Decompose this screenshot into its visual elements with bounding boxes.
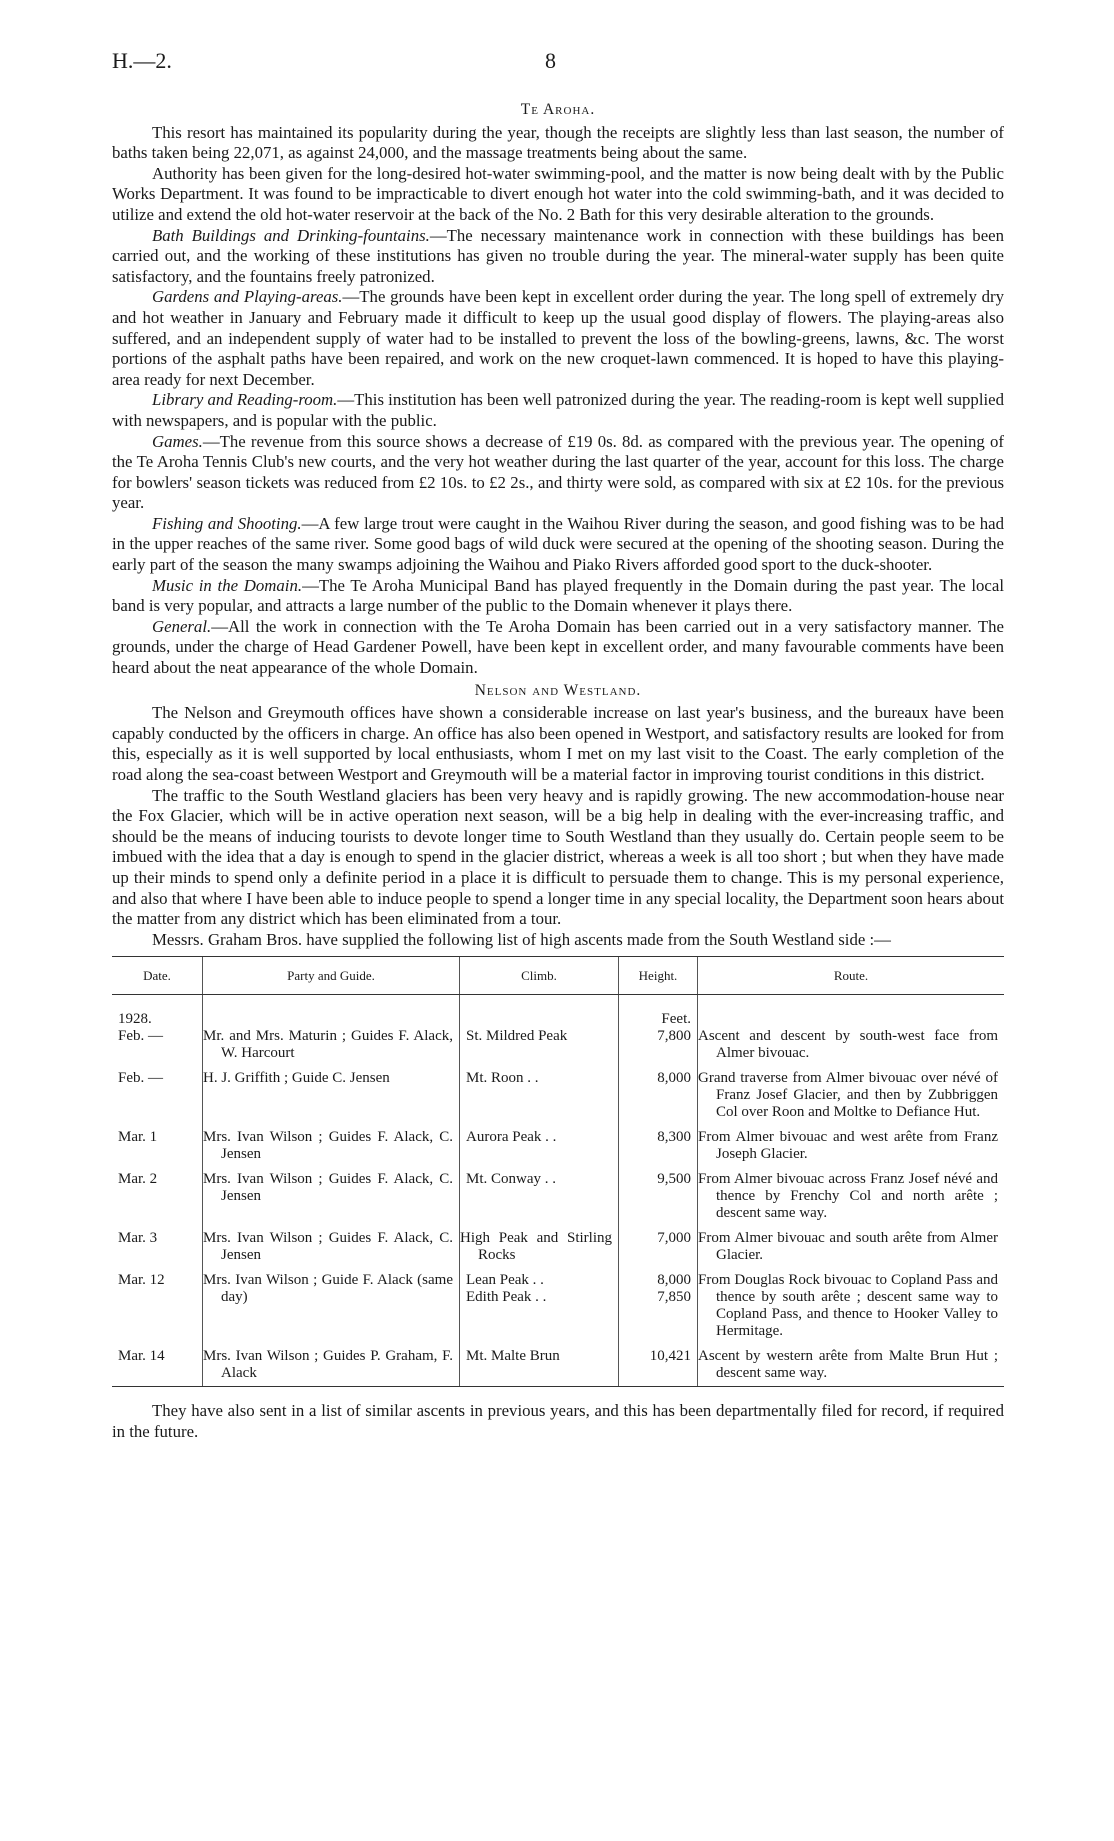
paragraph-fishing: [112, 514, 1004, 576]
cell-date: Feb. —: [118, 1070, 163, 1087]
cell-party: Mrs. Ivan Wilson ; Guide F. Alack (same day): [203, 1272, 460, 1348]
paragraph-gardens: [112, 287, 1004, 390]
table-row-year: [112, 995, 1004, 1029]
paragraph-glacier-traffic: The traffic to the South Westland glaciers has been very heavy and is rapidly growing. The new accommodation-house near the Fox Glacier, which will be in active operation next season, will be a big help in dealing with the ever-increasing traffic, and should be the means of inducing tourists to devote longer time to South Westland than they usually do. Certain people seem to be imbued with the idea that a day is enough to spend in the glacier district, whereas a week is all too short ; but when they have made up their minds to spend only a definite period in a place it is difficult to persuade them to change. This is my personal experience, and also that where I have been able to induce people to spend a longer time in any special locality, the Department soon hears about the matter from any district which has been eliminated from a tour.: [112, 785, 1004, 929]
paragraph-text: —The necessary maintenance work in connection with these buildings has been carried out, and the working of these institutions has given no trouble during the year. The mineral-water supply has been quite satisfactory, and the fountains freely patronized.: [112, 225, 1004, 286]
height-line: 8,000: [657, 1272, 691, 1289]
column-header-climb: Climb.: [460, 957, 619, 995]
section-heading-te-aroha: Te Aroha.: [520, 101, 596, 118]
paragraph-intro: This resort has maintained its popularity during the year, though the receipts are slightly less than last season, the number of baths taken being 22,071, as against 24,000, and the massage treatments being about the same.: [112, 122, 1004, 163]
cell-date: Mar. 12: [118, 1272, 165, 1289]
cell-climb: Mt. Malte Brun: [460, 1348, 619, 1387]
cell-party: Mrs. Ivan Wilson ; Guides P. Graham, F. Alack: [203, 1348, 460, 1387]
cell-climb: High Peak and Stirling Rocks: [460, 1230, 619, 1272]
table-row: [112, 1171, 1004, 1230]
cell-party: Mrs. Ivan Wilson ; Guides F. Alack, C. Jensen: [203, 1171, 460, 1230]
cell-height: [619, 1272, 698, 1348]
section-heading-nelson-westland: Nelson and Westland.: [474, 681, 642, 699]
height-line: 7,850: [657, 1289, 691, 1306]
cell-party: H. J. Griffith ; Guide C. Jensen: [203, 1070, 460, 1129]
climb-line: Lean Peak . .: [466, 1272, 544, 1289]
column-header-route: Route.: [698, 957, 1005, 995]
cell-date: Mar. 1: [118, 1129, 158, 1146]
cell-height: 8,000: [619, 1070, 698, 1129]
paragraph-text: —A few large trout were caught in the Waihou River during the season, and good fishing was to be had in the upper reaches of the same river. Some good bags of wild duck were secured at the opening of the shooting season. During the early part of the season the many swamps adjoining the Waihou and Piako Rivers afforded good sport to the duck-shooter.: [112, 513, 1004, 575]
cell-date: Feb. —: [118, 1028, 163, 1045]
cell-party: Mrs. Ivan Wilson ; Guides F. Alack, C. Jensen: [203, 1129, 460, 1171]
cell-height: 7,000: [619, 1230, 698, 1272]
paragraph-text: —The Te Aroha Municipal Band has played frequently in the Domain during the past year. The local band is very popular, and attracts a large number of the public to the Domain whenever it plays there.: [112, 575, 1004, 616]
cell-date: Mar. 3: [118, 1230, 158, 1247]
paragraph-text: —The grounds have been kept in excellent order during the year. The long spell of extremely dry and hot weather in January and February made it difficult to keep up the usual good display of flowers. The playing-areas also suffered, and an independent supply of water had to be installed to prevent the loss of the bowling-greens, lawns, &c. The worst portions of the asphalt paths have been repaired, and work on the new croquet-lawn commenced. It is hoped to have this playing-area ready for next December.: [112, 287, 1004, 389]
paragraph-music: [112, 576, 1004, 617]
paragraph-lead: Library and Reading-room.: [152, 390, 338, 410]
table-row: [112, 1230, 1004, 1272]
column-header-date: Date.: [112, 957, 203, 995]
cell-route: From Almer bivouac and south arête from Almer Glacier.: [698, 1230, 1005, 1272]
paragraph-text: —This institution has been well patronized during the year. The reading-room is kept well supplied with newspapers, and is popular with the public.: [112, 390, 1004, 430]
cell-height: 7,800: [619, 1028, 698, 1070]
paragraph-bath-buildings: [112, 226, 1004, 288]
table-row: [112, 1028, 1004, 1070]
paragraph-authority: Authority has been given for the long-desired hot-water swimming-pool, and the matter is now being dealt with by the Public Works Department. It was found to be impracticable to divert enough hot water into the cold swimming-bath, and it was decided to utilize and extend the old hot-water reservoir at the back of the No. 2 Bath for this very desirable alteration to the grounds.: [112, 163, 1004, 224]
paragraph-library: [112, 390, 1004, 431]
paragraph-nelson-offices: The Nelson and Greymouth offices have shown a considerable increase on last year's business, and the bureaux have been capably conducted by the officers in charge. An office has also been opened in Westport, and satisfactory results are looked for from this, especially as it is well supported by local enthusiasts, whom I met on my last visit to the Coast. The early completion of the road along the sea-coast between Westport and Greymouth will be a material factor in improving tourist conditions in this district.: [112, 703, 1004, 784]
cell-date: Mar. 2: [118, 1171, 158, 1188]
table-row: [112, 1070, 1004, 1129]
paragraph-lead: General.: [152, 616, 212, 636]
paragraph-lead: Games.: [152, 431, 203, 451]
cell-party: Mrs. Ivan Wilson ; Guides F. Alack, C. Jensen: [203, 1230, 460, 1272]
cell-climb: Mt. Roon . .: [460, 1070, 619, 1129]
height-unit: Feet.: [619, 995, 698, 1029]
cell-route: Ascent and descent by south-west face from Almer bivouac.: [698, 1028, 1005, 1070]
column-header-party: Party and Guide.: [203, 957, 460, 995]
table-row: [112, 1272, 1004, 1348]
table-year: 1928.: [118, 1011, 152, 1028]
ascents-table: [112, 956, 1004, 1387]
table-row: [112, 1129, 1004, 1171]
cell-height: 8,300: [619, 1129, 698, 1171]
paragraph-text: —The revenue from this source shows a decrease of £19 0s. 8d. as compared with the previous year. The opening of the Te Aroha Tennis Club's new courts, and the very hot weather during the last quarter of the year, account for this loss. The charge for bowlers' season tickets was reduced from £2 10s. to £2 2s., and thirty were sold, as compared with six at £2 10s. for the previous year.: [112, 431, 1004, 513]
table-header-row: [112, 957, 1004, 995]
cell-climb: Aurora Peak . .: [460, 1129, 619, 1171]
paragraph-ascents-intro: Messrs. Graham Bros. have supplied the following list of high ascents made from the South Westland side :—: [152, 929, 891, 949]
cell-route: Ascent by western arête from Malte Brun Hut ; descent same way.: [698, 1348, 1005, 1387]
climb-line: Edith Peak . .: [466, 1289, 547, 1306]
cell-route: From Almer bivouac and west arête from Franz Joseph Glacier.: [698, 1129, 1005, 1171]
cell-climb: [460, 1272, 619, 1348]
page-number: 8: [545, 48, 556, 73]
cell-route: From Almer bivouac across Franz Josef névé and thence by Frenchy Col and north arête ; descent same way.: [698, 1171, 1005, 1230]
paragraph-games: [112, 432, 1004, 514]
paragraph-text: —All the work in connection with the Te Aroha Domain has been carried out in a very satisfactory manner. The grounds, under the charge of Head Gardener Powell, have been kept in excellent order, and many favourable comments have been heard about the neat appearance of the whole Domain.: [112, 616, 1004, 678]
page-body: [112, 100, 1004, 1443]
table-row: [112, 1348, 1004, 1387]
paragraph-lead: Gardens and Playing-areas.: [152, 287, 343, 307]
cell-route: From Douglas Rock bivouac to Copland Pass and thence by south arête ; descent same way to Copland Pass, and thence to Hooker Valley to Hermitage.: [698, 1272, 1005, 1348]
paragraph-lead: Fishing and Shooting.: [152, 513, 302, 533]
report-reference: H.—2.: [112, 48, 172, 73]
paragraph-lead: Music in the Domain.: [152, 575, 303, 595]
cell-party: Mr. and Mrs. Maturin ; Guides F. Alack, W. Harcourt: [203, 1028, 460, 1070]
cell-height: 10,421: [619, 1348, 698, 1387]
cell-route: Grand traverse from Almer bivouac over névé of Franz Josef Glacier, and then by Zubbriggen Col over Roon and Moltke to Defiance Hut.: [698, 1070, 1005, 1129]
paragraph-lead: Bath Buildings and Drinking-fountains.: [152, 225, 430, 245]
cell-climb: St. Mildred Peak: [460, 1028, 619, 1070]
paragraph-general: [112, 617, 1004, 679]
cell-date: Mar. 14: [112, 1348, 203, 1387]
paragraph-closing: They have also sent in a list of similar ascents in previous years, and this has been departmentally filed for record, if required in the future.: [112, 1401, 1004, 1441]
cell-height: 9,500: [619, 1171, 698, 1230]
cell-climb: Mt. Conway . .: [460, 1171, 619, 1230]
column-header-height: Height.: [619, 957, 698, 995]
